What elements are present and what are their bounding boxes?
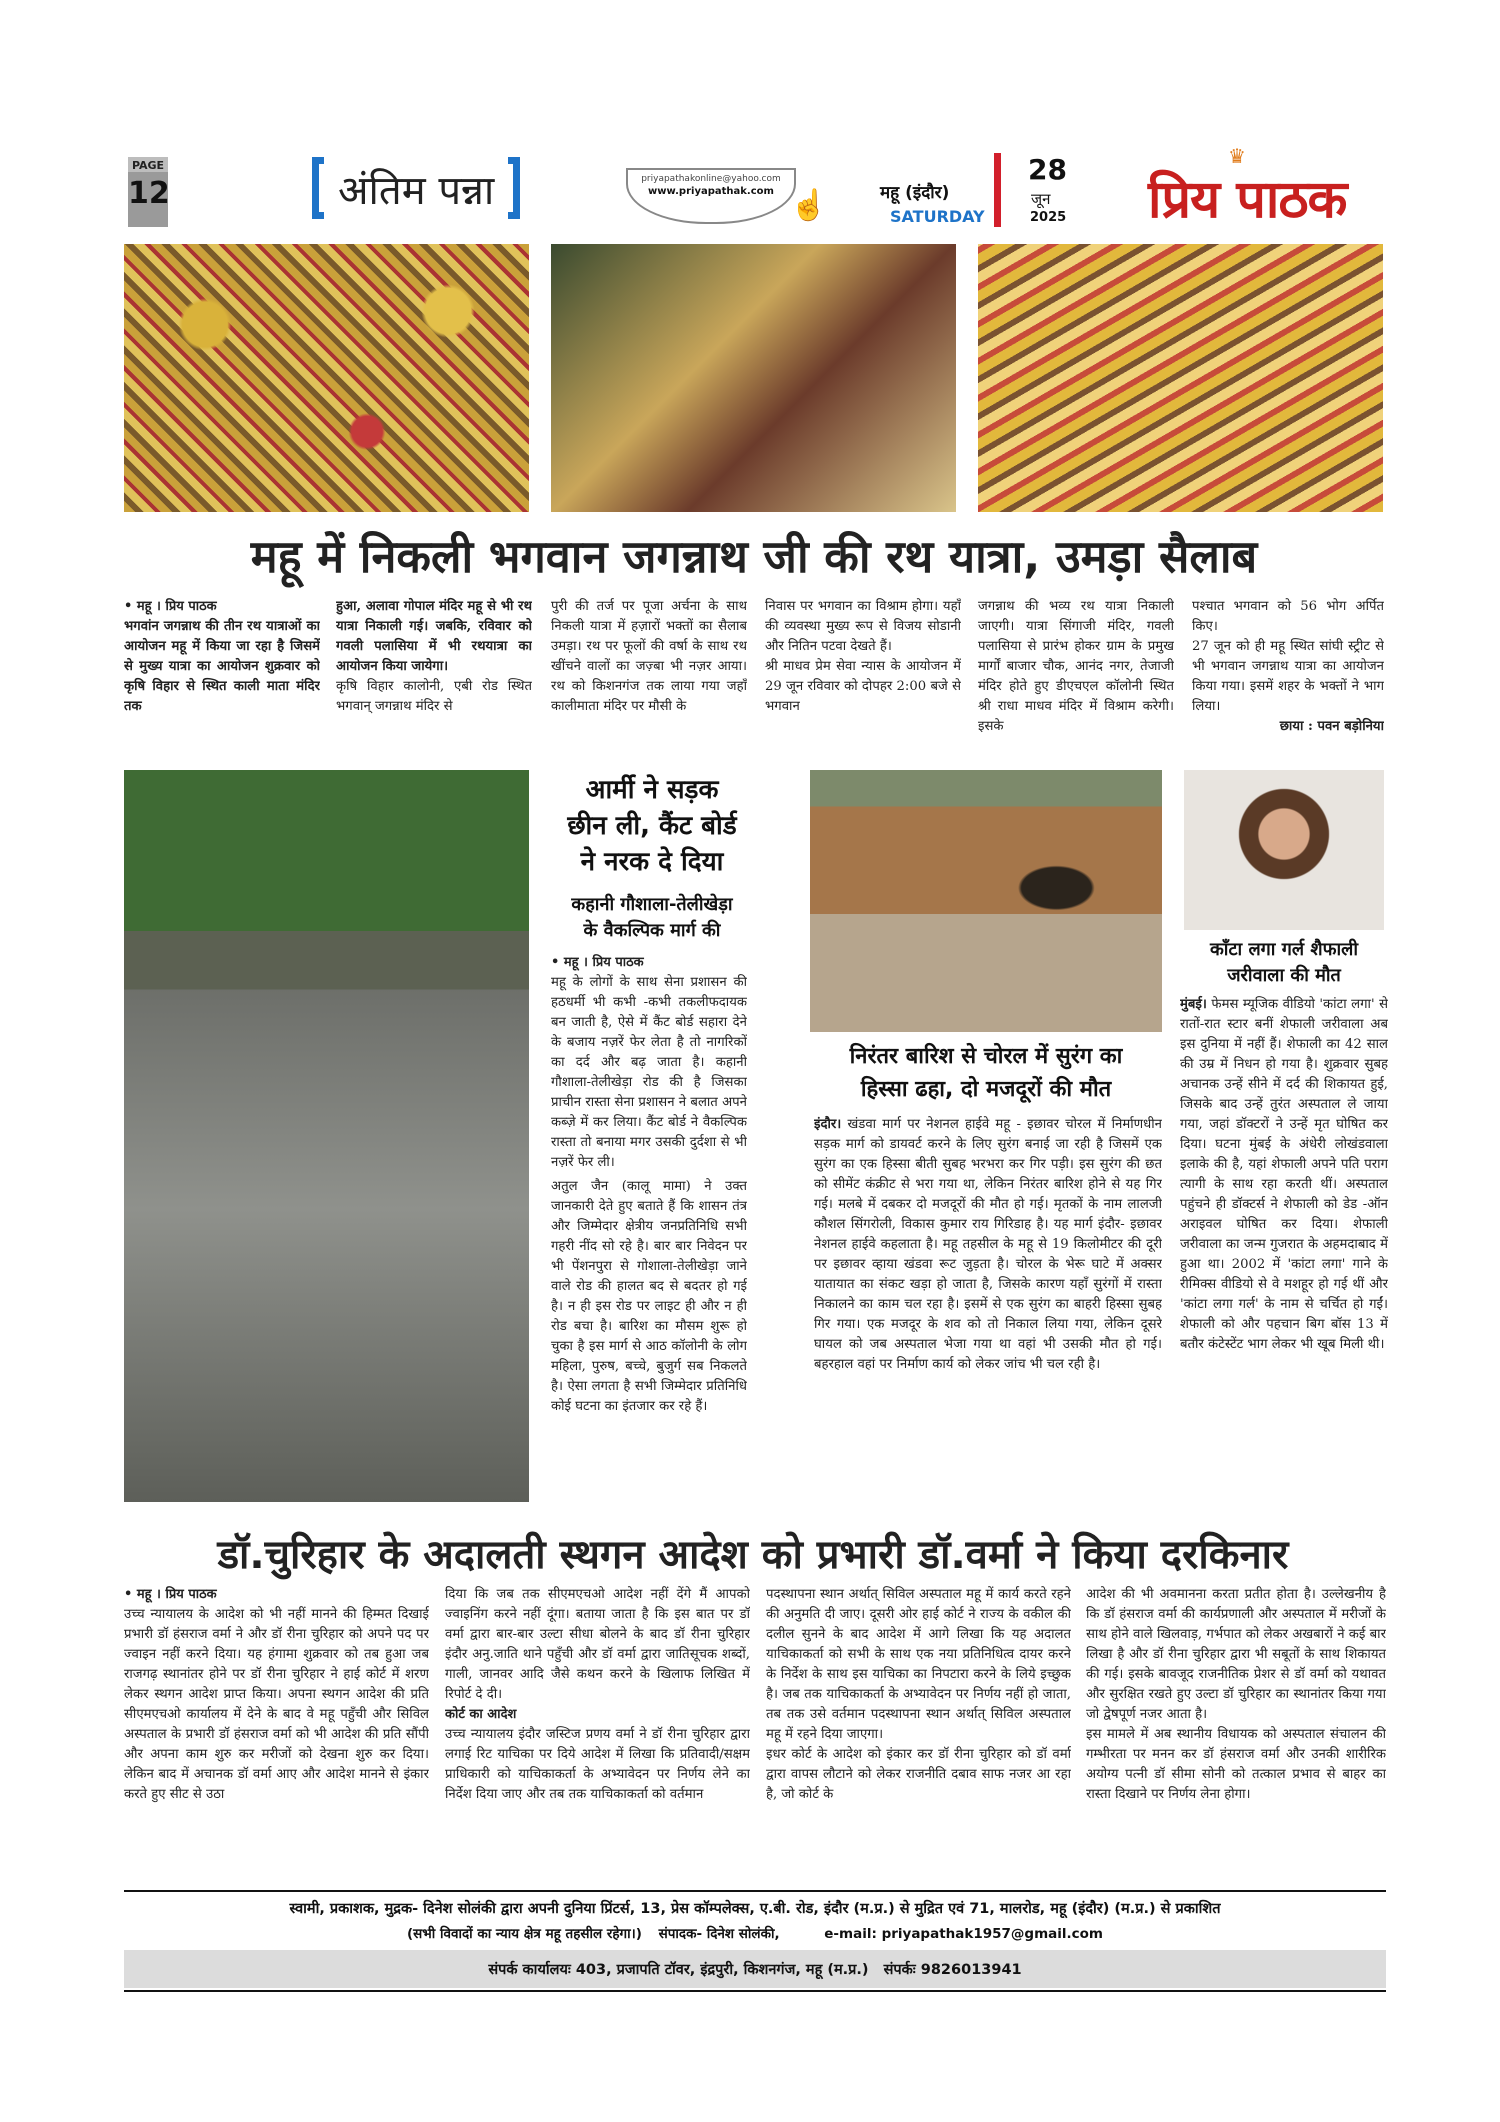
story1-col3-text: पुरी की तर्ज पर पूजा अर्चना के साथ निकली यात्रा में हज़ारों भक्तों का सैलाब उमड़ा। रथ पर फूलों की वर्षा के साथ रथ खींचने वालों का जज़्बा भी नज़र आया। रथ को किशनगंज तक लाया गया जहाँ कालीमाता मंदिर पर मौसी के [551,599,747,714]
story5-headline: डॉ.चुरिहार के अदालती स्थगन आदेश को प्रभारी डॉ.वर्मा ने किया दरकिनार [217,1532,1289,1578]
footer-editor: संपादक- दिनेश सोलंकी, [658,1926,780,1942]
rath-yatra-crowd-photo [124,244,529,512]
jagannath-idol-photo [551,244,956,512]
contact-badge [626,168,796,224]
story2-byline: • महू । प्रिय पाठक [551,955,644,970]
bracket-left [312,157,324,219]
footer-rule [124,1890,1386,1892]
story5-col4b-text: इस मामले में अब स्थानीय विधायक को अस्पताल संचालन की गम्भीरता पर मनन कर डॉ हंसराज वर्मा और उनकी शारीरिक अयोग्य पत्नी डॉ सीमा सोनी को तत्काल प्रभाव से बाहर का रास्ता दिखाने पर निर्णय लेना होगा। [1086,1727,1386,1802]
story4-dateline: मुंबई। [1180,997,1207,1012]
story1-col1 [124,597,320,759]
story1-col5 [978,597,1174,759]
weekday: SATURDAY [890,207,985,226]
logo-text: प्रिय पाठक [1148,170,1347,230]
story4-headline-l1: काँटा लगा गर्ल शैफाली [1209,939,1358,960]
story1-col2b-text: कृषि विहार कालोनी, एबी रोड स्थित भगवान् जगन्नाथ मंदिर से [336,679,532,714]
story3-body [814,1115,1162,1505]
story2-sub-l2: के वैकल्पिक मार्ग की [583,920,721,941]
date-month: जून [1031,190,1051,208]
story5-col4a-text: आदेश की भी अवमानना करता प्रतीत होता है। उल्लेखनीय है कि डॉ हंसराज वर्मा की कार्यप्रणाली और अस्पताल में मरीजों के साथ होने वाले खिलवाड़, गर्भपात को लेकर अखबारों ने कई बार लिखा है और डॉ रीना चुरिहार द्वारा भी सबूतों के साथ शिकायत की गई। इसके बावजूद राजनीतिक प्रेशर से डॉ वर्मा को यथावत और सुरक्षित रखते हुए उल्टा डॉ चुरिहार का स्थानांतर किया गया जो द्वेषपूर्ण नजर आता है। [1086,1587,1386,1722]
story1-col5-text: जगन्नाथ की भव्य रथ यात्रा निकाली जाएगी। यात्रा सिंगाजी मंदिर, गवली पलासिया से प्रारंभ होकर ग्राम के प्रमुख मार्गों बाजार चौक, आनंद नगर, तेजाजी मंदिर होते हुए डीएचएल कॉलोनी स्थित श्री राधा माधव मंदिर में विश्राम करेगी। इसके [978,599,1174,734]
story1-col2a-text: हुआ, अलावा गोपाल मंदिर महू से भी रथ यात्रा निकाली गई। जबकि, रविवार को गवली पलासिया में भी रथयात्रा का आयोजन किया जायेगा। [336,599,532,674]
damaged-road-photo [124,770,529,1502]
story1-col4b-text: श्री माधव प्रेम सेवा न्यास के आयोजन में 29 जून रविवार को दोपहर 2:00 बजे से भगवान [765,659,961,714]
page-number: 12 [128,176,170,211]
date-day: 28 [1028,153,1067,186]
story1-col4 [765,597,961,759]
story1-byline: • महू । प्रिय पाठक [124,599,217,614]
section-label: अंतिम पन्ना [338,167,495,214]
story2-headline-l1: आर्मी ने सड़क [585,775,719,805]
story5-col2b-text: उच्च न्यायालय इंदौर जस्टिज प्रणय वर्मा ने डॉ रीना चुरिहार द्वारा लगाई रिट याचिका पर दिये आदेश में लिखा कि प्रतिवादी/सक्षम प्राधिकारी को याचिकाकर्ता के अभ्यावेदन पर निर्णय लेने का निर्देश दिया जाए और तब तक याचिकाकर्ता को वर्तमान [445,1727,750,1802]
footer-phone[interactable]: 9826013941 [920,1962,1022,1978]
story5-col3b-text: इधर कोर्ट के आदेश को इंकार कर डॉ रीना चुरिहार को डॉ वर्मा द्वारा वापस लौटाने को लेकर राजनीति दबाव साफ नजर आ रहा है, जो कोर्ट के [766,1747,1071,1802]
page-number-box [128,157,168,227]
footer-imprint: स्वामी, प्रकाशक, मुद्रक- दिनेश सोलंकी द्वारा अपनी दुनिया प्रिंटर्स, 13, प्रेस कॉम्पलेक्स, ए.बी. रोड, इंदौर (म.प्र.) से मुद्रित एवं 71, मालरोड, महू (इंदौर) (म.प्र.) से प्रकाशित [289,1901,1221,1917]
story1-col2 [336,597,532,759]
footer-phone-label: संपर्कः [883,1962,916,1978]
tunnel-collapse-photo [810,770,1162,1032]
story3-headline-l1: निरंतर बारिश से चोरल में सुरंग का [849,1044,1123,1069]
story2-body [551,953,747,1503]
footer-jurisdiction-text: (सभी विवादों का न्याय क्षेत्र महू तहसील रहेगा।) [406,1926,642,1942]
bracket-right [508,157,520,219]
story5-col3 [766,1585,1071,1885]
pointing-hand-icon: ☝ [790,188,828,223]
story5-col2a-text: दिया कि जब तक सीएमएचओ आदेश नहीं देंगे मैं आपको ज्वाइनिंग करने नहीं दूंगा। बताया जाता है कि इस बात पर डॉ वर्मा द्वारा बार-बार उल्टा सीधा बोलने के बाद डॉ रीना चुरिहार इंदौर अनु.जाति थाने पहुँची और डॉ वर्मा द्वारा जातिसूचक शब्दों, गाली, जानवर आदि जैसे कथन करने के खिलाफ लिखित में रिपोर्ट दे दी। [445,1587,750,1702]
story2-subheadline [547,892,757,944]
story3-headline [806,1040,1166,1106]
procession-photo [978,244,1383,512]
story4-headline [1180,937,1388,989]
dateline-city: महू (इंदौर) [880,183,950,203]
newspaper-logo [1148,144,1347,233]
story2-headline [547,772,757,880]
story5-byline: • महू । प्रिय पाठक [124,1587,217,1602]
story2-sub-l1: कहानी गौशाला-तेलीखेड़ा [571,894,733,915]
story5-col2 [445,1585,750,1885]
story1-col3 [551,597,747,759]
photo-credit: छाया : पवन बड़ोनिया [1279,719,1384,734]
shefali-portrait-photo [1184,770,1384,930]
story3-text: खंडवा मार्ग पर नेशनल हाईवे महू - इछावर चोरल में निर्माणधीन सड़क मार्ग को डायवर्ट करने के लिए सुरंग बनाई जा रही है जिसमें एक सुरंग का एक हिस्सा बीती सुबह भरभरा कर गिर पड़ी। इस सुरंग की छत को सीमेंट कंक्रीट से भरा गया था, लेकिन निरंतर बारिश होने से यह गिर गई। मलबे में दबकर दो मजदूरों की मौत हो गई। मृतकों के नाम लालजी कौशल सिंगरोली, विकास कुमार राय गिरिडाह है। यह मार्ग इंदौर- इछावर नेशनल हाईवे कहलाता है। महू तहसील के महू से 19 किलोमीटर की दूरी पर इछावर व्हाया खंडवा रूट जुड़ता है। चोरल के भेरू घाटे में अक्सर यातायात का संकट खड़ा हो जाता है, जिसके कारण यहाँ सुरंगों में रास्ता निकालने का काम चल रहा है। इसमें से एक सुरंग का बाहरी हिस्सा सुबह गिर गया। एक मजदूर के शव को तो निकाल लिया गया, लेकिन दूसरे घायल को जब अस्पताल भेजा गया था वहां भी उसकी मौत हो गई। बहरहाल वहां पर निर्माण कार्य को लेकर जांच भी चल रही है। [814,1117,1162,1372]
story1-col1-text: भगवांन जगन्नाथ की तीन रथ यात्राओं का आयोजन महू में किया जा रहा है जिसमें से मुख्य यात्रा का आयोजन शुक्रवार को कृषि विहार से स्थित काली माता मंदिर तक [124,619,320,714]
crown-icon: ♛ [1228,144,1245,168]
date-year: 2025 [1030,210,1067,225]
story2-p1: महू के लोगों के साथ सेना प्रशासन की हठधर्मी भी कभी -कभी तकलीफदायक बन जाती है, ऐसे में कैंट बोर्ड सहारा देने के बजाय नज़रें फेर लेता है तो नागरिकों का दर्द और बढ़ जाता है। कहानी गौशाला-तेलीखेड़ा रोड की है जिसका प्राचीन रास्ता सेना प्रशासन ने बलात अपने कब्ज़े में कर लिया। कैंट बोर्ड ने वैकल्पिक रास्ता तो बनाया मगर उसकी दुर्दशा से भी नज़रें फेर ली। [551,975,747,1170]
footer-jurisdiction [124,1924,1386,1942]
footer-contact [124,1959,1386,1979]
story5-subhead: कोर्ट का आदेश [445,1707,517,1722]
red-divider [994,153,1001,227]
footer-office-address: संपर्क कार्यालयः 403, प्रजापति टॉवर, इंद्रपुरी, किशनगंज, महू (म.प्र.) [488,1962,869,1978]
story1-col6 [1192,597,1384,759]
story3-dateline: इंदौर। [814,1117,842,1132]
story5-col3a-text: पदस्थापना स्थान अर्थात् सिविल अस्पताल महू में कार्य करते रहने की अनुमति दी जाए। दूसरी ओर हाई कोर्ट ने राज्य के वकील की दलील सुनने के बाद आदेश में आगे लिखा कि यह अदालत याचिकाकर्ता को सभी के साथ एक नया प्रतिनिधित्व दायर करने के निर्देश के साथ इस याचिका का निपटारा करने के लिये इच्छुक है। जब तक याचिकाकर्ता के अभ्यावेदन पर निर्णय नहीं हो जाता, तब तक उसे वर्तमान पदस्थापना स्थान अर्थात् सिविल अस्पताल महू में रहने दिया जाएगा। [766,1587,1071,1742]
section-title [312,157,520,219]
story5-col1-text: उच्च न्यायालय के आदेश को भी नहीं मानने की हिम्मत दिखाई प्रभारी डॉ हंसराज वर्मा ने और डॉ रीना चुरिहार को अपने पद पर ज्वाइन नहीं करने दिया। यह हंगामा शुक्रवार को तब हुआ जब राजगढ़ स्थानांतर होने पर डॉ रीना चुरिहार ने हाई कोर्ट में शरण लेकर स्थगन आदेश प्राप्त किया। अपना स्थगन आदेश की प्रति सीएमएचओ कार्यालय में देने के बाद वे महू पहुँची और सिविल अस्पताल के प्रभारी डॉ हंसराज वर्मा को भी आदेश की प्रति सौंपी और अपना काम शुरु कर मरीजों को देखना शुरु कर दिया। लेकिन बाद में अचानक डॉ वर्मा आए और आदेश मानने से इंकार करते हुए सीट से उठा [124,1607,429,1802]
story4-text: फेमस म्यूजिक वीडियो 'कांटा लगा' से रातों-रात स्टार बनीं शेफाली जरीवाला अब इस दुनिया में नहीं हैं। शेफाली का 42 साल की उम्र में निधन हो गया है। शुक्रवार सुबह अचानक उन्हें सीने में दर्द की शिकायत हुई, जिसके बाद उन्हें तुरंत अस्पताल ले जाया गया, जहां डॉक्टरों ने उन्हें मृत घोषित कर दिया। घटना मुंबई के अंधेरी लोखंडवाला इलाके की है, यहां शेफाली अपने पति पराग त्यागी के साथ रहा करती थीं। अस्पताल पहुंचने ही डॉक्टर्स ने शेफाली को डेड -ऑन अराइवल घोषित कर दिया। शेफाली जरीवाला का जन्म गुजरात के अहमदाबाद में हुआ था। 2002 में 'कांटा लगा' गाने के रीमिक्स वीडियो से वे मशहूर हो गई थीं और 'कांटा लगा गर्ल' के नाम से चर्चित हो गईं। शेफाली को और पहचान बिग बॉस 13 में बतौर कंटेस्टेंट भाग लेकर भी खूब मिली थी। [1180,997,1388,1352]
page-label: PAGE [128,157,168,172]
story2-headline-l3: ने नरक दे दिया [580,847,724,877]
contact-email[interactable]: priyapathakonline@yahoo.com [641,174,781,184]
story1-col4a-text: निवास पर भगवान का विश्राम होगा। यहाँ की व्यवस्था मुख्य रूप से विजय सोडानी और नितिन पटवा देखते हैं। [765,599,961,654]
story3-headline-l2: हिस्सा ढहा, दो मजदूरों की मौत [860,1077,1112,1102]
story5-col4 [1086,1585,1386,1885]
story4-body [1180,995,1388,1505]
footer-email[interactable]: e-mail: priyapathak1957@gmail.com [824,1926,1103,1942]
story4-headline-l2: जरीवाला की मौत [1227,965,1341,986]
story2-headline-l2: छीन ली, कैंट बोर्ड [567,811,737,841]
story2-p2: अतुल जैन (कालू मामा) ने उक्त जानकारी देते हुए बताते हैं कि शासन तंत्र और जिम्मेदार क्षेत्रीय जनप्रतिनिधि सभी गहरी नींद सो रहे है। बार बार निवेदन पर भी पेंशनपुरा से गोशाला-तेलीखेड़ा जाने वाले रोड की हालत बद से बदतर हो गई है। न ही इस रोड पर लाइट ही और न ही रोड बचा है। बारिश का मौसम शुरू हो चुका है इस मार्ग से आठ कॉलोनी के लोग महिला, पुरुष, बच्चे, बुजुर्ग सब निकलते है। ऐसा लगता है सभी जिम्मेदार प्रतिनिधि कोई घटना का इंतजार कर रहे हैं। [551,1179,747,1414]
story1-col6b-text: 27 जून को ही महू स्थित सांघी स्ट्रीट से भी भगवान जगन्नाथ यात्रा का आयोजन किया गया। इसमें शहर के भक्तों ने भाग लिया। [1192,639,1384,714]
story1-headline: महू में निकली भगवान जगन्नाथ जी की रथ यात्रा, उमड़ा सैलाब [250,530,1258,583]
contact-website[interactable]: www.priyapathak.com [648,186,774,197]
footer-bottom-rule [124,1990,1386,1992]
story5-col1 [124,1585,429,1885]
story1-col6a-text: पश्चात भगवान को 56 भोग अर्पित किए। [1192,599,1384,634]
